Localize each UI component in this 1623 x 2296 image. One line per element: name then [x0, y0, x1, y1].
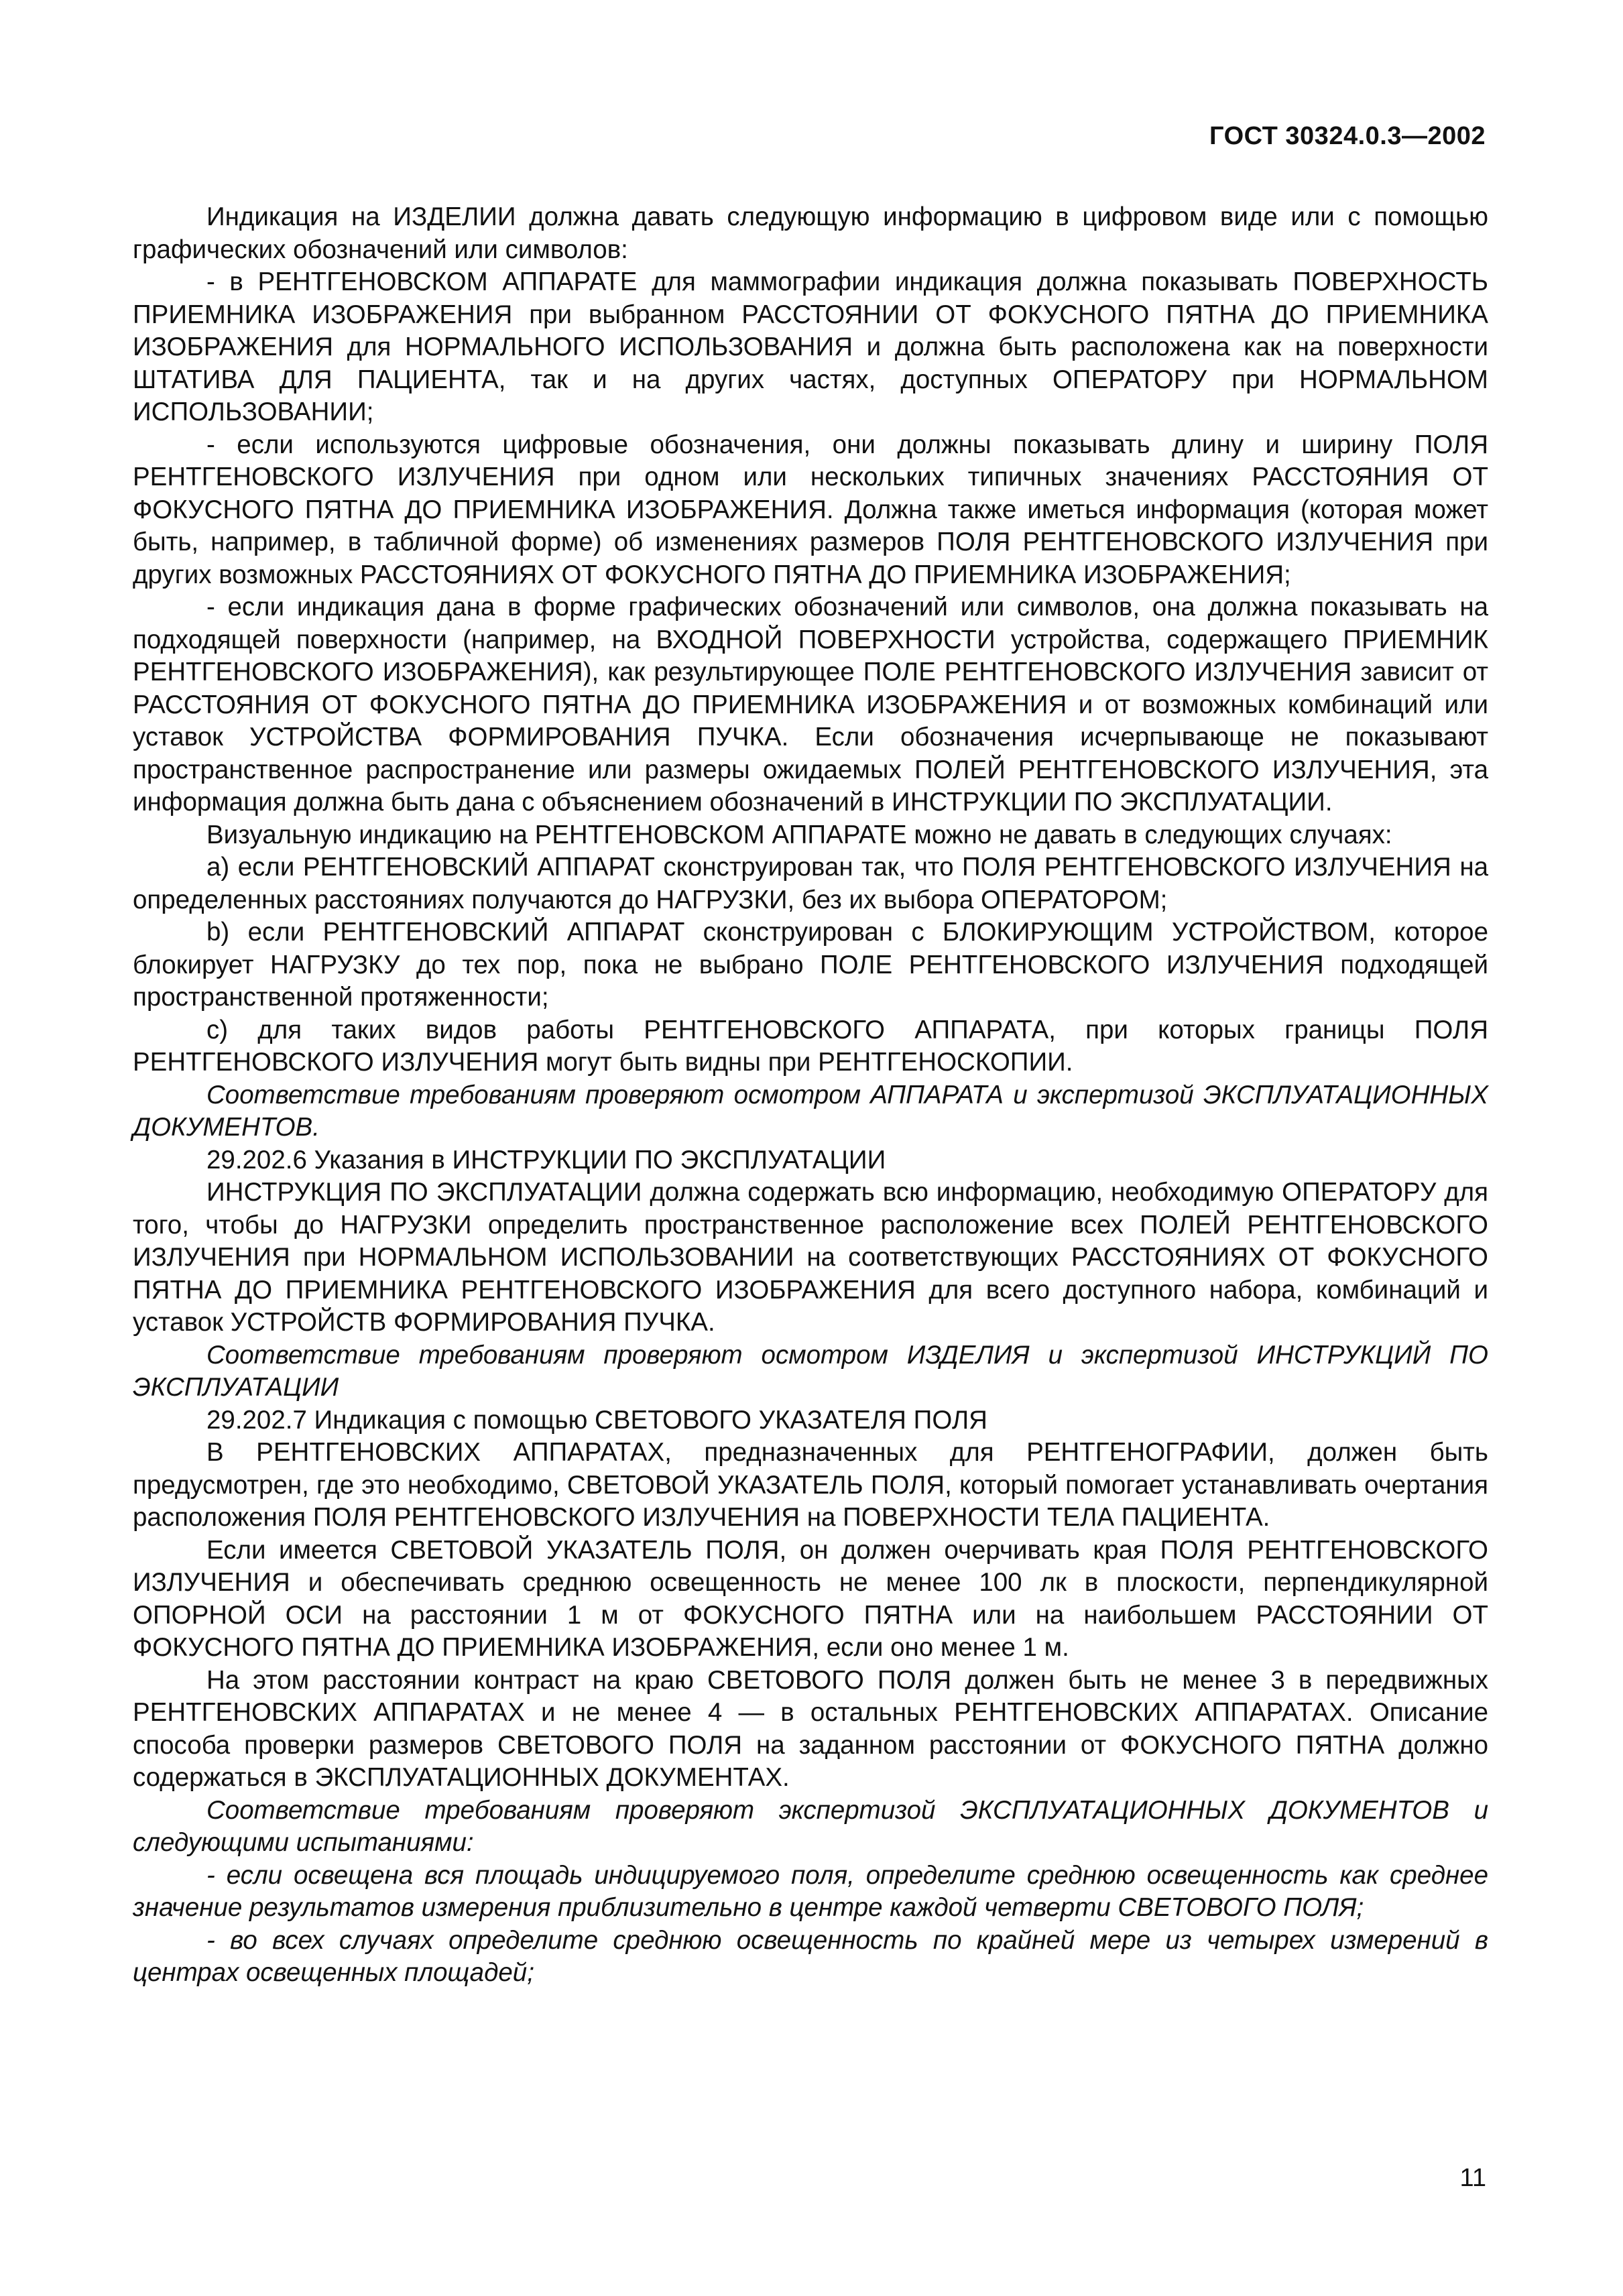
- compliance-paragraph: Соответствие требованиям проверяют осмотром АППАРАТА и экспертизой ЭКСПЛУАТАЦИОННЫХ ДОКУМЕНТОВ.: [133, 1080, 1488, 1142]
- body-paragraph: 29.202.7 Индикация с помощью СВЕТОВОГО УКАЗАТЕЛЯ ПОЛЯ: [206, 1405, 987, 1435]
- compliance-paragraph: - во всех случаях определите среднюю освещенность по крайней мере из четырех измерений в центрах освещенных площадей;: [133, 1925, 1488, 1987]
- body-paragraph: В РЕНТГЕНОВСКИХ АППАРАТАХ, предназначенных для РЕНТГЕНОГРАФИИ, должен быть предусмотрен, где это необходимо, СВЕТОВОЙ УКАЗАТЕЛЬ ПОЛЯ, который помогает устанавливать очертания расположения ПОЛЯ РЕНТГЕНОВСКОГО ИЗЛУЧЕНИЯ на ПОВЕРХНОСТИ ТЕЛА ПАЦИЕНТА.: [133, 1438, 1488, 1532]
- body-paragraph: b) если РЕНТГЕНОВСКИЙ АППАРАТ сконструирован с БЛОКИРУЮЩИМ УСТРОЙСТВОМ, которое блокирует НАГРУЗКУ до тех пор, пока не выбрано ПОЛЕ РЕНТГЕНОВСКОГО ИЗЛУЧЕНИЯ подходящей пространственной протяженности;: [133, 918, 1488, 1012]
- body-paragraph: Индикация на ИЗДЕЛИИ должна давать следующую информацию в цифровом виде или с помощью графических обозначений или символов:: [133, 202, 1488, 264]
- body-paragraph: Если имеется СВЕТОВОЙ УКАЗАТЕЛЬ ПОЛЯ, он должен очерчивать края ПОЛЯ РЕНТГЕНОВСКОГО ИЗЛУЧЕНИЯ и обеспечивать среднюю освещенность не менее 100 лк в плоскости, перпендикулярной ОПОРНОЙ ОСИ на расстоянии 1 м от ФОКУСНОГО ПЯТНА или на наибольшем РАССТОЯНИИ ОТ ФОКУСНОГО ПЯТНА ДО ПРИЕМНИКА ИЗОБРАЖЕНИЯ, если оно менее 1 м.: [133, 1535, 1488, 1662]
- body-paragraph: Визуальную индикацию на РЕНТГЕНОВСКОМ АППАРАТЕ можно не давать в следующих случаях:: [206, 820, 1392, 849]
- body-paragraph: c) для таких видов работы РЕНТГЕНОВСКОГО АППАРАТА, при которых границы ПОЛЯ РЕНТГЕНОВСКОГО ИЗЛУЧЕНИЯ могут быть видны при РЕНТГЕНОСКОПИИ.: [133, 1015, 1488, 1077]
- body-paragraph: 29.202.6 Указания в ИНСТРУКЦИИ ПО ЭКСПЛУАТАЦИИ: [206, 1145, 886, 1174]
- body-paragraph: - если используются цифровые обозначения, они должны показывать длину и ширину ПОЛЯ РЕНТГЕНОВСКОГО ИЗЛУЧЕНИЯ при одном или нескольких типичных значениях РАССТОЯНИЯ ОТ ФОКУСНОГО ПЯТНА ДО ПРИЕМНИКА ИЗОБРАЖЕНИЯ. Должна также иметься информация (которая может быть, например, в табличной форме) об изменениях размеров ПОЛЯ РЕНТГЕНОВСКОГО ИЗЛУЧЕНИЯ при других возможных РАССТОЯНИЯХ ОТ ФОКУСНОГО ПЯТНА ДО ПРИЕМНИКА ИЗОБРАЖЕНИЯ;: [133, 430, 1488, 589]
- page-number: 11: [1459, 2164, 1486, 2192]
- compliance-paragraph: - если освещена вся площадь индицируемого поля, определите среднюю освещенность как среднее значение результатов измерения приблизительно в центре каждой четверти СВЕТОВОГО ПОЛЯ;: [133, 1860, 1488, 1922]
- body-paragraph: a) если РЕНТГЕНОВСКИЙ АППАРАТ сконструирован так, что ПОЛЯ РЕНТГЕНОВСКОГО ИЗЛУЧЕНИЯ на определенных расстояниях получаются до НАГРУЗКИ, без их выбора ОПЕРАТОРОМ;: [133, 853, 1488, 914]
- document-header: ГОСТ 30324.0.3—2002: [1209, 122, 1486, 150]
- body-paragraph: ИНСТРУКЦИЯ ПО ЭКСПЛУАТАЦИИ должна содержать всю информацию, необходимую ОПЕРАТОРУ для того, чтобы до НАГРУЗКИ определить пространственное расположение всех ПОЛЕЙ РЕНТГЕНОВСКОГО ИЗЛУЧЕНИЯ при НОРМАЛЬНОМ ИСПОЛЬЗОВАНИИ на соответствующих РАССТОЯНИЯХ ОТ ФОКУСНОГО ПЯТНА ДО ПРИЕМНИКА РЕНТГЕНОВСКОГО ИЗОБРАЖЕНИЯ для всего доступного набора, комбинаций и уставок УСТРОЙСТВ ФОРМИРОВАНИЯ ПУЧКА.: [133, 1178, 1488, 1337]
- body-paragraph: - в РЕНТГЕНОВСКОМ АППАРАТЕ для маммографии индикация должна показывать ПОВЕРХНОСТЬ ПРИЕМНИКА ИЗОБРАЖЕНИЯ при выбранном РАССТОЯНИИ ОТ ФОКУСНОГО ПЯТНА ДО ПРИЕМНИКА ИЗОБРАЖЕНИЯ для НОРМАЛЬНОГО ИСПОЛЬЗОВАНИЯ и должна быть расположена как на поверхности ШТАТИВА ДЛЯ ПАЦИЕНТА, так и на других частях, доступных ОПЕРАТОРУ при НОРМАЛЬНОМ ИСПОЛЬЗОВАНИИ;: [133, 267, 1488, 426]
- body-paragraph: - если индикация дана в форме графических обозначений или символов, она должна показывать на подходящей поверхности (например, на ВХОДНОЙ ПОВЕРХНОСТИ устройства, содержащего ПРИЕМНИК РЕНТГЕНОВСКОГО ИЗОБРАЖЕНИЯ), как результирующее ПОЛЕ РЕНТГЕНОВСКОГО ИЗЛУЧЕНИЯ зависит от РАССТОЯНИЯ ОТ ФОКУСНОГО ПЯТНА ДО ПРИЕМНИКА ИЗОБРАЖЕНИЯ и от возможных комбинаций или уставок УСТРОЙСТВА ФОРМИРОВАНИЯ ПУЧКА. Если обозначения исчерпывающе не показывают пространственное распространение или размеры ожидаемых ПОЛЕЙ РЕНТГЕНОВСКОГО ИЗЛУЧЕНИЯ, эта информация должна быть дана с объяснением обозначений в ИНСТРУКЦИИ ПО ЭКСПЛУАТАЦИИ.: [133, 593, 1488, 817]
- compliance-paragraph: Соответствие требованиям проверяют осмотром ИЗДЕЛИЯ и экспертизой ИНСТРУКЦИЙ ПО ЭКСПЛУАТАЦИИ: [133, 1340, 1488, 1402]
- document-body: [133, 201, 1488, 1990]
- compliance-paragraph: Соответствие требованиям проверяют экспертизой ЭКСПЛУАТАЦИОННЫХ ДОКУМЕНТОВ и следующими испытаниями:: [133, 1795, 1488, 1857]
- body-paragraph: На этом расстоянии контраст на краю СВЕТОВОГО ПОЛЯ должен быть не менее 3 в передвижных РЕНТГЕНОВСКИХ АППАРАТАХ и не менее 4 — в остальных РЕНТГЕНОВСКИХ АППАРАТАХ. Описание способа проверки размеров СВЕТОВОГО ПОЛЯ на заданном расстоянии от ФОКУСНОГО ПЯТНА должно содержаться в ЭКСПЛУАТАЦИОННЫХ ДОКУМЕНТАХ.: [133, 1665, 1488, 1792]
